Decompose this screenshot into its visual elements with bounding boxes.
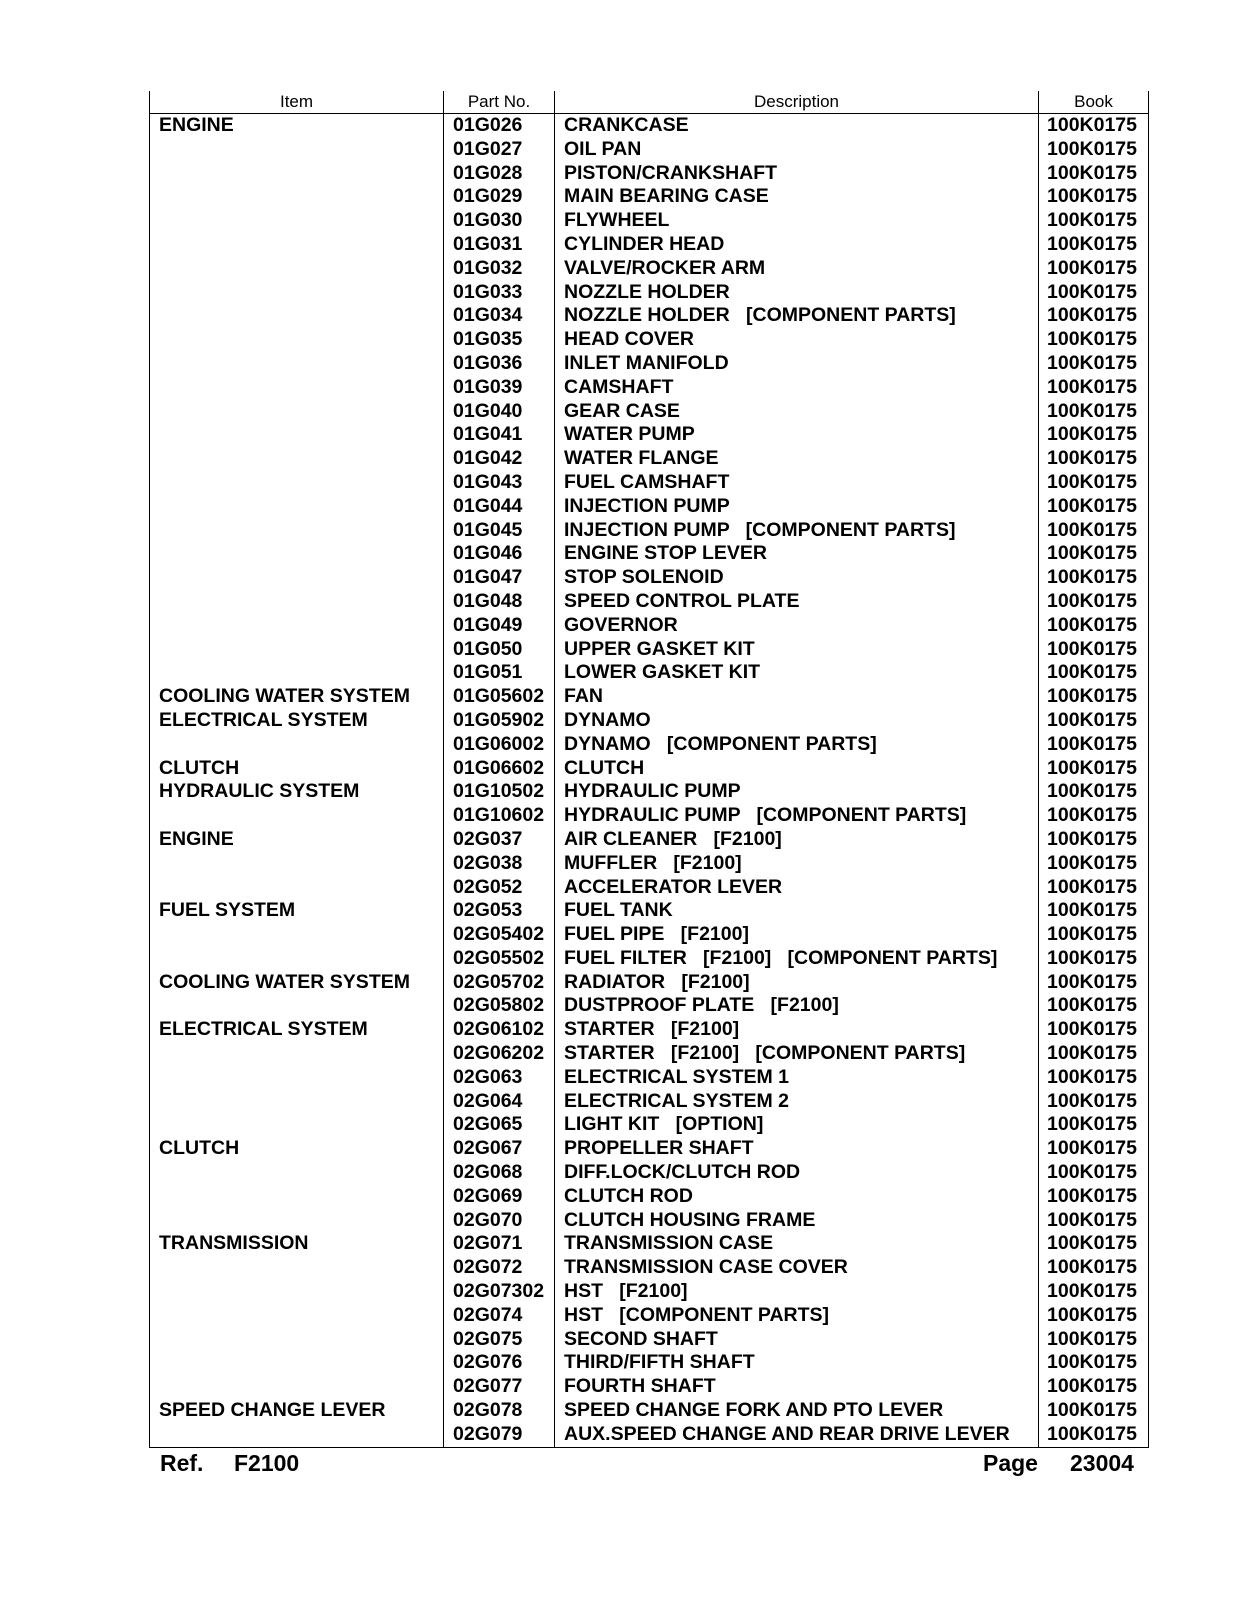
description-cell: WATER PUMP bbox=[555, 423, 1039, 447]
table-row bbox=[150, 994, 1149, 1018]
item-cell bbox=[150, 638, 444, 662]
description-cell: STARTER [F2100] bbox=[555, 1018, 1039, 1042]
part-no-cell: 01G033 bbox=[444, 281, 555, 305]
description-cell: SPEED CONTROL PLATE bbox=[555, 590, 1039, 614]
table-row bbox=[150, 852, 1149, 876]
book-cell: 100K0175 bbox=[1039, 566, 1149, 590]
item-cell bbox=[150, 1090, 444, 1114]
description-cell: NOZZLE HOLDER [COMPONENT PARTS] bbox=[555, 304, 1039, 328]
item-cell bbox=[150, 1351, 444, 1375]
item-cell: COOLING WATER SYSTEM bbox=[150, 685, 444, 709]
description-cell: CLUTCH ROD bbox=[555, 1185, 1039, 1209]
table-row bbox=[150, 1018, 1149, 1042]
description-cell: CYLINDER HEAD bbox=[555, 233, 1039, 257]
table-header-row bbox=[150, 91, 1149, 114]
item-cell bbox=[150, 138, 444, 162]
item-cell: HYDRAULIC SYSTEM bbox=[150, 780, 444, 804]
table-row bbox=[150, 733, 1149, 757]
part-no-cell: 02G038 bbox=[444, 852, 555, 876]
table-row bbox=[150, 1137, 1149, 1161]
item-cell bbox=[150, 352, 444, 376]
book-cell: 100K0175 bbox=[1039, 638, 1149, 662]
item-cell bbox=[150, 1066, 444, 1090]
table-row bbox=[150, 1209, 1149, 1233]
item-cell bbox=[150, 257, 444, 281]
table-row bbox=[150, 1423, 1149, 1447]
book-cell: 100K0175 bbox=[1039, 304, 1149, 328]
table-row bbox=[150, 352, 1149, 376]
page-footer bbox=[149, 1448, 1148, 1478]
part-no-cell: 01G028 bbox=[444, 162, 555, 186]
table-row bbox=[150, 876, 1149, 900]
book-cell: 100K0175 bbox=[1039, 733, 1149, 757]
item-cell bbox=[150, 304, 444, 328]
table-row bbox=[150, 947, 1149, 971]
table-row bbox=[150, 709, 1149, 733]
description-cell: LOWER GASKET KIT bbox=[555, 661, 1039, 685]
description-cell: STOP SOLENOID bbox=[555, 566, 1039, 590]
book-cell: 100K0175 bbox=[1039, 1280, 1149, 1304]
table-row bbox=[150, 328, 1149, 352]
table-row bbox=[150, 1161, 1149, 1185]
book-cell: 100K0175 bbox=[1039, 1066, 1149, 1090]
description-cell: CLUTCH bbox=[555, 757, 1039, 781]
part-no-cell: 01G027 bbox=[444, 138, 555, 162]
book-cell: 100K0175 bbox=[1039, 328, 1149, 352]
table-row bbox=[150, 114, 1149, 138]
part-no-cell: 01G034 bbox=[444, 304, 555, 328]
part-no-cell: 01G044 bbox=[444, 495, 555, 519]
item-cell: TRANSMISSION bbox=[150, 1232, 444, 1256]
table-row bbox=[150, 162, 1149, 186]
book-cell: 100K0175 bbox=[1039, 376, 1149, 400]
part-no-cell: 01G045 bbox=[444, 519, 555, 543]
description-cell: ELECTRICAL SYSTEM 1 bbox=[555, 1066, 1039, 1090]
header-book: Book bbox=[1039, 91, 1149, 114]
item-cell bbox=[150, 1113, 444, 1137]
description-cell: UPPER GASKET KIT bbox=[555, 638, 1039, 662]
part-no-cell: 01G036 bbox=[444, 352, 555, 376]
description-cell: TRANSMISSION CASE COVER bbox=[555, 1256, 1039, 1280]
book-cell: 100K0175 bbox=[1039, 685, 1149, 709]
part-no-cell: 02G05702 bbox=[444, 971, 555, 995]
table-row bbox=[150, 471, 1149, 495]
part-no-cell: 01G029 bbox=[444, 185, 555, 209]
part-no-cell: 02G053 bbox=[444, 899, 555, 923]
table-row bbox=[150, 661, 1149, 685]
book-cell: 100K0175 bbox=[1039, 757, 1149, 781]
item-cell bbox=[150, 1375, 444, 1399]
part-no-cell: 02G065 bbox=[444, 1113, 555, 1137]
table-row bbox=[150, 614, 1149, 638]
item-cell bbox=[150, 1256, 444, 1280]
part-no-cell: 02G07302 bbox=[444, 1280, 555, 1304]
description-cell: DYNAMO bbox=[555, 709, 1039, 733]
description-cell: GEAR CASE bbox=[555, 400, 1039, 424]
item-cell bbox=[150, 423, 444, 447]
part-no-cell: 01G048 bbox=[444, 590, 555, 614]
part-no-cell: 01G026 bbox=[444, 114, 555, 138]
description-cell: GOVERNOR bbox=[555, 614, 1039, 638]
item-cell bbox=[150, 1280, 444, 1304]
item-cell bbox=[150, 162, 444, 186]
book-cell: 100K0175 bbox=[1039, 257, 1149, 281]
book-cell: 100K0175 bbox=[1039, 1375, 1149, 1399]
book-cell: 100K0175 bbox=[1039, 971, 1149, 995]
book-cell: 100K0175 bbox=[1039, 899, 1149, 923]
part-no-cell: 01G049 bbox=[444, 614, 555, 638]
item-cell bbox=[150, 1042, 444, 1066]
part-no-cell: 02G070 bbox=[444, 1209, 555, 1233]
description-cell: FAN bbox=[555, 685, 1039, 709]
part-no-cell: 02G037 bbox=[444, 828, 555, 852]
book-cell: 100K0175 bbox=[1039, 1351, 1149, 1375]
book-cell: 100K0175 bbox=[1039, 1423, 1149, 1447]
description-cell: DUSTPROOF PLATE [F2100] bbox=[555, 994, 1039, 1018]
description-cell: HST [F2100] bbox=[555, 1280, 1039, 1304]
table-row bbox=[150, 185, 1149, 209]
header-item: Item bbox=[150, 91, 444, 114]
description-cell: HYDRAULIC PUMP bbox=[555, 780, 1039, 804]
table-row bbox=[150, 638, 1149, 662]
part-no-cell: 02G064 bbox=[444, 1090, 555, 1114]
table-row bbox=[150, 757, 1149, 781]
table-row bbox=[150, 1280, 1149, 1304]
book-cell: 100K0175 bbox=[1039, 1399, 1149, 1423]
parts-index-sheet bbox=[149, 91, 1148, 1448]
table-row bbox=[150, 1232, 1149, 1256]
item-cell bbox=[150, 614, 444, 638]
book-cell: 100K0175 bbox=[1039, 423, 1149, 447]
description-cell: MUFFLER [F2100] bbox=[555, 852, 1039, 876]
part-no-cell: 01G051 bbox=[444, 661, 555, 685]
book-cell: 100K0175 bbox=[1039, 1090, 1149, 1114]
part-no-cell: 01G05902 bbox=[444, 709, 555, 733]
table-row bbox=[150, 1304, 1149, 1328]
description-cell: DYNAMO [COMPONENT PARTS] bbox=[555, 733, 1039, 757]
description-cell: LIGHT KIT [OPTION] bbox=[555, 1113, 1039, 1137]
book-cell: 100K0175 bbox=[1039, 1185, 1149, 1209]
part-no-cell: 01G10502 bbox=[444, 780, 555, 804]
book-cell: 100K0175 bbox=[1039, 447, 1149, 471]
book-cell: 100K0175 bbox=[1039, 1113, 1149, 1137]
book-cell: 100K0175 bbox=[1039, 162, 1149, 186]
item-cell: FUEL SYSTEM bbox=[150, 899, 444, 923]
book-cell: 100K0175 bbox=[1039, 828, 1149, 852]
ref-label: Ref. bbox=[160, 1450, 204, 1476]
table-row bbox=[150, 281, 1149, 305]
part-no-cell: 01G10602 bbox=[444, 804, 555, 828]
book-cell: 100K0175 bbox=[1039, 352, 1149, 376]
table-row bbox=[150, 542, 1149, 566]
item-cell bbox=[150, 400, 444, 424]
table-row bbox=[150, 923, 1149, 947]
item-cell: ENGINE bbox=[150, 114, 444, 138]
book-cell: 100K0175 bbox=[1039, 780, 1149, 804]
description-cell: INJECTION PUMP [COMPONENT PARTS] bbox=[555, 519, 1039, 543]
book-cell: 100K0175 bbox=[1039, 542, 1149, 566]
table-row bbox=[150, 423, 1149, 447]
item-cell bbox=[150, 923, 444, 947]
book-cell: 100K0175 bbox=[1039, 138, 1149, 162]
part-no-cell: 02G074 bbox=[444, 1304, 555, 1328]
book-cell: 100K0175 bbox=[1039, 1328, 1149, 1352]
table-row bbox=[150, 1090, 1149, 1114]
description-cell: FUEL PIPE [F2100] bbox=[555, 923, 1039, 947]
table-row bbox=[150, 519, 1149, 543]
table-row bbox=[150, 804, 1149, 828]
description-cell: FUEL CAMSHAFT bbox=[555, 471, 1039, 495]
item-cell bbox=[150, 1304, 444, 1328]
description-cell: SECOND SHAFT bbox=[555, 1328, 1039, 1352]
table-row bbox=[150, 304, 1149, 328]
book-cell: 100K0175 bbox=[1039, 1018, 1149, 1042]
item-cell bbox=[150, 1185, 444, 1209]
table-row bbox=[150, 590, 1149, 614]
part-no-cell: 02G071 bbox=[444, 1232, 555, 1256]
book-cell: 100K0175 bbox=[1039, 471, 1149, 495]
description-cell: TRANSMISSION CASE bbox=[555, 1232, 1039, 1256]
table-row bbox=[150, 400, 1149, 424]
description-cell: ACCELERATOR LEVER bbox=[555, 876, 1039, 900]
part-no-cell: 01G046 bbox=[444, 542, 555, 566]
table-row bbox=[150, 138, 1149, 162]
item-cell: CLUTCH bbox=[150, 757, 444, 781]
item-cell bbox=[150, 185, 444, 209]
table-row bbox=[150, 780, 1149, 804]
item-cell bbox=[150, 994, 444, 1018]
table-row bbox=[150, 1066, 1149, 1090]
item-cell: COOLING WATER SYSTEM bbox=[150, 971, 444, 995]
description-cell: FUEL TANK bbox=[555, 899, 1039, 923]
table-row bbox=[150, 1328, 1149, 1352]
book-cell: 100K0175 bbox=[1039, 1256, 1149, 1280]
book-cell: 100K0175 bbox=[1039, 590, 1149, 614]
table-row bbox=[150, 495, 1149, 519]
book-cell: 100K0175 bbox=[1039, 495, 1149, 519]
book-cell: 100K0175 bbox=[1039, 661, 1149, 685]
description-cell: INLET MANIFOLD bbox=[555, 352, 1039, 376]
description-cell: INJECTION PUMP bbox=[555, 495, 1039, 519]
description-cell: ENGINE STOP LEVER bbox=[555, 542, 1039, 566]
part-no-cell: 02G05402 bbox=[444, 923, 555, 947]
book-cell: 100K0175 bbox=[1039, 114, 1149, 138]
part-no-cell: 02G076 bbox=[444, 1351, 555, 1375]
table-row bbox=[150, 685, 1149, 709]
header-part-no: Part No. bbox=[444, 91, 555, 114]
part-no-cell: 02G077 bbox=[444, 1375, 555, 1399]
description-cell: AUX.SPEED CHANGE AND REAR DRIVE LEVER bbox=[555, 1423, 1039, 1447]
description-cell: AIR CLEANER [F2100] bbox=[555, 828, 1039, 852]
part-no-cell: 02G06102 bbox=[444, 1018, 555, 1042]
description-cell: PISTON/CRANKSHAFT bbox=[555, 162, 1039, 186]
parts-table bbox=[149, 91, 1149, 1448]
part-no-cell: 02G078 bbox=[444, 1399, 555, 1423]
part-no-cell: 01G035 bbox=[444, 328, 555, 352]
description-cell: HEAD COVER bbox=[555, 328, 1039, 352]
part-no-cell: 01G032 bbox=[444, 257, 555, 281]
book-cell: 100K0175 bbox=[1039, 876, 1149, 900]
item-cell bbox=[150, 328, 444, 352]
book-cell: 100K0175 bbox=[1039, 994, 1149, 1018]
description-cell: CAMSHAFT bbox=[555, 376, 1039, 400]
part-no-cell: 01G039 bbox=[444, 376, 555, 400]
description-cell: RADIATOR [F2100] bbox=[555, 971, 1039, 995]
description-cell: MAIN BEARING CASE bbox=[555, 185, 1039, 209]
table-row bbox=[150, 1399, 1149, 1423]
part-no-cell: 01G040 bbox=[444, 400, 555, 424]
book-cell: 100K0175 bbox=[1039, 519, 1149, 543]
header-description: Description bbox=[555, 91, 1039, 114]
part-no-cell: 02G05802 bbox=[444, 994, 555, 1018]
book-cell: 100K0175 bbox=[1039, 947, 1149, 971]
book-cell: 100K0175 bbox=[1039, 185, 1149, 209]
ref-value: F2100 bbox=[234, 1450, 300, 1476]
part-no-cell: 01G041 bbox=[444, 423, 555, 447]
part-no-cell: 02G052 bbox=[444, 876, 555, 900]
part-no-cell: 01G043 bbox=[444, 471, 555, 495]
item-cell bbox=[150, 661, 444, 685]
part-no-cell: 02G075 bbox=[444, 1328, 555, 1352]
book-cell: 100K0175 bbox=[1039, 281, 1149, 305]
description-cell: ELECTRICAL SYSTEM 2 bbox=[555, 1090, 1039, 1114]
part-no-cell: 01G030 bbox=[444, 209, 555, 233]
table-row bbox=[150, 1351, 1149, 1375]
part-no-cell: 01G06002 bbox=[444, 733, 555, 757]
item-cell bbox=[150, 447, 444, 471]
page-label: Page bbox=[983, 1450, 1038, 1476]
book-cell: 100K0175 bbox=[1039, 852, 1149, 876]
book-cell: 100K0175 bbox=[1039, 1304, 1149, 1328]
description-cell: CLUTCH HOUSING FRAME bbox=[555, 1209, 1039, 1233]
item-cell bbox=[150, 566, 444, 590]
book-cell: 100K0175 bbox=[1039, 804, 1149, 828]
book-cell: 100K0175 bbox=[1039, 1232, 1149, 1256]
table-row bbox=[150, 1185, 1149, 1209]
book-cell: 100K0175 bbox=[1039, 709, 1149, 733]
book-cell: 100K0175 bbox=[1039, 614, 1149, 638]
table-row bbox=[150, 1375, 1149, 1399]
part-no-cell: 01G050 bbox=[444, 638, 555, 662]
part-no-cell: 01G047 bbox=[444, 566, 555, 590]
book-cell: 100K0175 bbox=[1039, 923, 1149, 947]
part-no-cell: 02G079 bbox=[444, 1423, 555, 1447]
item-cell: ENGINE bbox=[150, 828, 444, 852]
description-cell: OIL PAN bbox=[555, 138, 1039, 162]
description-cell: VALVE/ROCKER ARM bbox=[555, 257, 1039, 281]
book-cell: 100K0175 bbox=[1039, 1209, 1149, 1233]
book-cell: 100K0175 bbox=[1039, 1042, 1149, 1066]
table-row bbox=[150, 447, 1149, 471]
item-cell bbox=[150, 1423, 444, 1447]
parts-table-body bbox=[150, 114, 1149, 1448]
part-no-cell: 02G072 bbox=[444, 1256, 555, 1280]
table-row bbox=[150, 257, 1149, 281]
book-cell: 100K0175 bbox=[1039, 209, 1149, 233]
part-no-cell: 01G05602 bbox=[444, 685, 555, 709]
description-cell: HST [COMPONENT PARTS] bbox=[555, 1304, 1039, 1328]
table-row bbox=[150, 1113, 1149, 1137]
book-cell: 100K0175 bbox=[1039, 400, 1149, 424]
table-row bbox=[150, 376, 1149, 400]
description-cell: HYDRAULIC PUMP [COMPONENT PARTS] bbox=[555, 804, 1039, 828]
item-cell bbox=[150, 281, 444, 305]
book-cell: 100K0175 bbox=[1039, 1137, 1149, 1161]
item-cell: SPEED CHANGE LEVER bbox=[150, 1399, 444, 1423]
table-row bbox=[150, 899, 1149, 923]
item-cell: CLUTCH bbox=[150, 1137, 444, 1161]
item-cell bbox=[150, 542, 444, 566]
item-cell bbox=[150, 1328, 444, 1352]
table-row bbox=[150, 566, 1149, 590]
item-cell bbox=[150, 590, 444, 614]
book-cell: 100K0175 bbox=[1039, 1161, 1149, 1185]
description-cell: DIFF.LOCK/CLUTCH ROD bbox=[555, 1161, 1039, 1185]
item-cell bbox=[150, 1161, 444, 1185]
part-no-cell: 02G063 bbox=[444, 1066, 555, 1090]
item-cell bbox=[150, 733, 444, 757]
description-cell: CRANKCASE bbox=[555, 114, 1039, 138]
table-row bbox=[150, 828, 1149, 852]
description-cell: FOURTH SHAFT bbox=[555, 1375, 1039, 1399]
description-cell: FLYWHEEL bbox=[555, 209, 1039, 233]
part-no-cell: 02G069 bbox=[444, 1185, 555, 1209]
part-no-cell: 02G068 bbox=[444, 1161, 555, 1185]
table-row bbox=[150, 1042, 1149, 1066]
item-cell bbox=[150, 804, 444, 828]
item-cell bbox=[150, 519, 444, 543]
part-no-cell: 02G06202 bbox=[444, 1042, 555, 1066]
book-cell: 100K0175 bbox=[1039, 233, 1149, 257]
item-cell: ELECTRICAL SYSTEM bbox=[150, 1018, 444, 1042]
item-cell bbox=[150, 471, 444, 495]
description-cell: THIRD/FIFTH SHAFT bbox=[555, 1351, 1039, 1375]
item-cell bbox=[150, 1209, 444, 1233]
part-no-cell: 01G042 bbox=[444, 447, 555, 471]
item-cell bbox=[150, 852, 444, 876]
description-cell: PROPELLER SHAFT bbox=[555, 1137, 1039, 1161]
description-cell: FUEL FILTER [F2100] [COMPONENT PARTS] bbox=[555, 947, 1039, 971]
description-cell: WATER FLANGE bbox=[555, 447, 1039, 471]
item-cell bbox=[150, 947, 444, 971]
description-cell: SPEED CHANGE FORK AND PTO LEVER bbox=[555, 1399, 1039, 1423]
table-row bbox=[150, 1256, 1149, 1280]
table-row bbox=[150, 209, 1149, 233]
item-cell bbox=[150, 495, 444, 519]
item-cell bbox=[150, 376, 444, 400]
part-no-cell: 01G06602 bbox=[444, 757, 555, 781]
table-row bbox=[150, 233, 1149, 257]
item-cell: ELECTRICAL SYSTEM bbox=[150, 709, 444, 733]
part-no-cell: 02G05502 bbox=[444, 947, 555, 971]
page-number: 23004 bbox=[1070, 1450, 1134, 1476]
table-row bbox=[150, 971, 1149, 995]
part-no-cell: 02G067 bbox=[444, 1137, 555, 1161]
item-cell bbox=[150, 233, 444, 257]
part-no-cell: 01G031 bbox=[444, 233, 555, 257]
item-cell bbox=[150, 876, 444, 900]
item-cell bbox=[150, 209, 444, 233]
description-cell: STARTER [F2100] [COMPONENT PARTS] bbox=[555, 1042, 1039, 1066]
description-cell: NOZZLE HOLDER bbox=[555, 281, 1039, 305]
